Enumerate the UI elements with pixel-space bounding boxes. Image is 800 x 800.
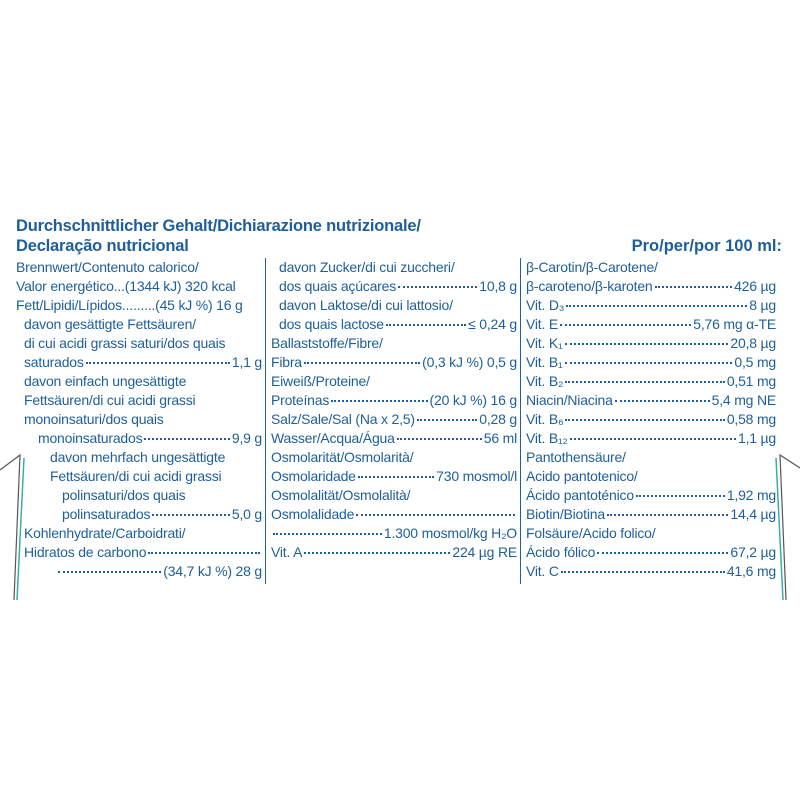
nutrient-label: polinsaturi/dos quais	[62, 487, 186, 503]
nutrient-label: Fettsäuren/di cui acidi grassi	[50, 468, 222, 484]
nutrient-label: Fettsäuren/di cui acidi grassi	[24, 392, 196, 408]
nutrient-label: β-caroteno/β-karoten	[526, 278, 653, 294]
nutrient-row	[526, 410, 776, 429]
leader-dots	[304, 360, 420, 364]
nutrient-label: Vit. B₂	[526, 373, 564, 389]
nutrient-label: Vit. E	[526, 316, 559, 332]
nutrient-row	[271, 391, 517, 410]
nutrient-row	[526, 543, 776, 562]
leader-dots	[570, 436, 736, 440]
nutrient-label: davon Zucker/di cui zuccheri/	[279, 259, 455, 275]
title-line-1: Durchschnittlicher Gehalt/Dichiarazione nutrizionale/	[16, 217, 421, 235]
nutrient-value: 5,0 g	[231, 506, 262, 522]
nutrient-row	[16, 277, 262, 296]
leader-dots	[560, 322, 691, 326]
nutrient-label: monoinsaturados	[38, 430, 143, 446]
nutrient-label: Folsäure/Acido folico/	[526, 525, 656, 541]
nutrient-label: Vit. B₆	[526, 411, 564, 427]
per-100ml-label: Pro/per/por 100 ml:	[631, 237, 782, 255]
nutrient-row	[271, 429, 517, 448]
nutrient-value: 1,92 mg	[726, 487, 776, 503]
leader-dots	[304, 550, 450, 554]
column-divider-1	[265, 258, 266, 584]
nutrient-row	[271, 410, 517, 429]
nutrient-value: 1.300 mosmol/kg H₂O	[383, 525, 517, 541]
nutrient-label: β-Carotin/β-Carotene/	[526, 259, 658, 275]
nutrient-row	[271, 277, 517, 296]
nutrient-row	[526, 505, 776, 524]
nutrient-row	[526, 277, 776, 296]
nutrient-row	[16, 258, 262, 277]
nutrient-value: 9,9 g	[231, 430, 262, 446]
nutrient-row	[16, 467, 262, 486]
nutrient-label: Ácido pantoténico	[526, 487, 634, 503]
leader-dots	[386, 322, 466, 326]
nutrient-label: Ballaststoffe/Fibre/	[271, 335, 383, 351]
nutrient-row	[526, 296, 776, 315]
nutrient-label: Brennwert/Contenuto calorico/	[16, 259, 199, 275]
nutrient-row	[271, 448, 517, 467]
nutrient-row	[16, 505, 262, 524]
nutrient-label: Ácido fólico	[526, 544, 596, 560]
leader-dots	[358, 474, 434, 478]
nutrient-label: polinsaturados	[62, 506, 151, 522]
nutrient-label: Osmolarität/Osmolarità/	[271, 449, 414, 465]
nutrient-row	[16, 391, 262, 410]
nutrient-row	[271, 505, 517, 524]
nutrient-label: monoinsaturi/dos quais	[24, 411, 164, 427]
nutrient-row	[526, 315, 776, 334]
nutrient-row	[271, 353, 517, 372]
leader-dots	[565, 417, 724, 421]
nutrient-row	[16, 334, 262, 353]
nutrient-row	[16, 410, 262, 429]
nutrient-row	[526, 372, 776, 391]
nutrient-row	[526, 429, 776, 448]
nutrient-value: (34,7 kJ %) 28 g	[163, 563, 262, 579]
leader-dots	[398, 284, 477, 288]
nutrient-label: Acido pantotenico/	[526, 468, 638, 484]
nutrient-label: Vit. C	[526, 563, 559, 579]
nutrient-row	[526, 391, 776, 410]
nutrient-value: (0,3 kJ %) 0,5 g	[422, 354, 517, 370]
title-line-2: Declaração nutricional	[16, 237, 189, 255]
nutrient-label: Niacin/Niacina	[526, 392, 613, 408]
nutrient-label: Fett/Lipidi/Lípidos.........(45 kJ %) 16 g	[16, 297, 243, 313]
nutrient-label: Eiweiß/Proteine/	[271, 373, 370, 389]
nutrient-label: Osmolalidade	[271, 506, 355, 522]
nutrient-value: 224 µg RE	[452, 544, 517, 560]
nutrient-row	[16, 524, 262, 543]
nutrient-value: 426 µg	[734, 278, 776, 294]
nutrient-value: 1,1 µg	[737, 430, 776, 446]
leader-dots	[86, 360, 230, 364]
leader-dots	[566, 303, 747, 307]
nutrient-row	[526, 562, 776, 581]
nutrient-row	[16, 448, 262, 467]
leader-dots	[397, 436, 482, 440]
nutrient-row	[16, 429, 262, 448]
nutrient-label: Vit. B₁	[526, 354, 563, 370]
leader-dots	[565, 341, 729, 345]
leader-dots	[331, 398, 427, 402]
nutrient-value: 10,8 g	[479, 278, 517, 294]
nutrient-label: Kohlenhydrate/Carboidrati/	[24, 525, 186, 541]
nutrient-row	[271, 296, 517, 315]
leader-dots	[58, 569, 161, 573]
nutrient-value: 730 mosmol/l	[436, 468, 517, 484]
nutrient-row	[16, 543, 262, 562]
nutrient-label: Valor energético...(1344 kJ) 320 kcal	[16, 278, 236, 294]
nutrient-label: davon mehrfach ungesättigte	[50, 449, 226, 465]
leader-dots	[565, 360, 733, 364]
nutrient-label: Salz/Sale/Sal (Na x 2,5)	[271, 411, 415, 427]
nutrient-label: davon einfach ungesättigte	[24, 373, 187, 389]
nutrient-label: dos quais açúcares	[279, 278, 397, 294]
leader-dots	[655, 284, 733, 288]
nutrient-row	[16, 562, 262, 581]
leader-dots	[597, 550, 728, 554]
column-divider-2	[520, 258, 521, 584]
nutrient-label: davon gesättigte Fettsäuren/	[24, 316, 196, 332]
nutrient-row	[526, 258, 776, 277]
leader-dots	[148, 550, 260, 554]
nutrient-label: Biotin/Biotina	[526, 506, 605, 522]
nutrient-value: 67,2 µg	[730, 544, 776, 560]
nutrient-label: Osmolaridade	[271, 468, 356, 484]
nutrient-value: 5,76 mg α-TE	[693, 316, 776, 332]
nutrient-label: dos quais lactose	[279, 316, 384, 332]
nutrient-row	[16, 486, 262, 505]
nutrient-value: 56 ml	[483, 430, 517, 446]
nutrient-label: Osmolalität/Osmolalità/	[271, 487, 411, 503]
nutrient-value: 14,4 µg	[730, 506, 776, 522]
leader-dots	[356, 512, 515, 516]
nutrient-value: 0,5 mg	[734, 354, 776, 370]
nutrient-row	[16, 353, 262, 372]
nutrient-value: 5,4 mg NE	[711, 392, 776, 408]
nutrient-value: ≤ 0,24 g	[468, 316, 517, 332]
nutrient-row	[271, 372, 517, 391]
leader-dots	[607, 512, 728, 516]
nutrient-label: davon Laktose/di cui lattosio/	[279, 297, 453, 313]
nutrient-row	[526, 448, 776, 467]
nutrient-label: Hidratos de carbono	[24, 544, 147, 560]
nutrient-label: Vit. A	[271, 544, 303, 560]
nutrient-label: Fibra	[271, 354, 302, 370]
nutrient-value: 0,28 g	[479, 411, 517, 427]
nutrient-value: 8 µg	[749, 297, 776, 313]
nutrient-row	[526, 334, 776, 353]
nutrient-value: 20,8 µg	[730, 335, 776, 351]
nutrient-value: 0,58 mg	[726, 411, 776, 427]
nutrient-label: Wasser/Acqua/Água	[271, 430, 395, 446]
nutrient-value: 0,51 mg	[726, 373, 776, 389]
leader-dots	[152, 512, 230, 516]
nutrient-label: Vit. K₁	[526, 335, 563, 351]
nutrient-row	[16, 296, 262, 315]
leader-dots	[417, 417, 477, 421]
leader-dots	[144, 436, 229, 440]
leader-dots	[615, 398, 710, 402]
leader-dots	[565, 379, 725, 383]
nutrient-row	[526, 524, 776, 543]
leader-dots	[273, 531, 382, 535]
nutrient-row	[271, 524, 517, 543]
nutrition-column-3	[526, 258, 776, 581]
nutrient-row	[271, 315, 517, 334]
nutrient-row	[271, 334, 517, 353]
nutrient-row	[271, 467, 517, 486]
nutrient-value: 41,6 mg	[726, 563, 776, 579]
nutrient-label: Proteínas	[271, 392, 330, 408]
nutrient-label: di cui acidi grassi saturi/dos quais	[24, 335, 226, 351]
nutrient-label: saturados	[24, 354, 84, 370]
nutrient-row	[526, 486, 776, 505]
nutrient-value: (20 kJ %) 16 g	[429, 392, 517, 408]
nutrition-column-1	[16, 258, 262, 581]
nutrient-row	[526, 467, 776, 486]
nutrient-label: Vit. D₃	[526, 297, 565, 313]
nutrient-row	[271, 258, 517, 277]
nutrient-row	[271, 543, 517, 562]
leader-dots	[561, 569, 725, 573]
nutrient-row	[271, 486, 517, 505]
nutrition-column-2	[271, 258, 517, 562]
nutrient-row	[526, 353, 776, 372]
nutrient-label: Pantothensäure/	[526, 449, 626, 465]
nutrient-value: 1,1 g	[231, 354, 262, 370]
nutrient-label: Vit. B₁₂	[526, 430, 568, 446]
nutrient-row	[16, 315, 262, 334]
nutrient-row	[16, 372, 262, 391]
leader-dots	[636, 493, 725, 497]
